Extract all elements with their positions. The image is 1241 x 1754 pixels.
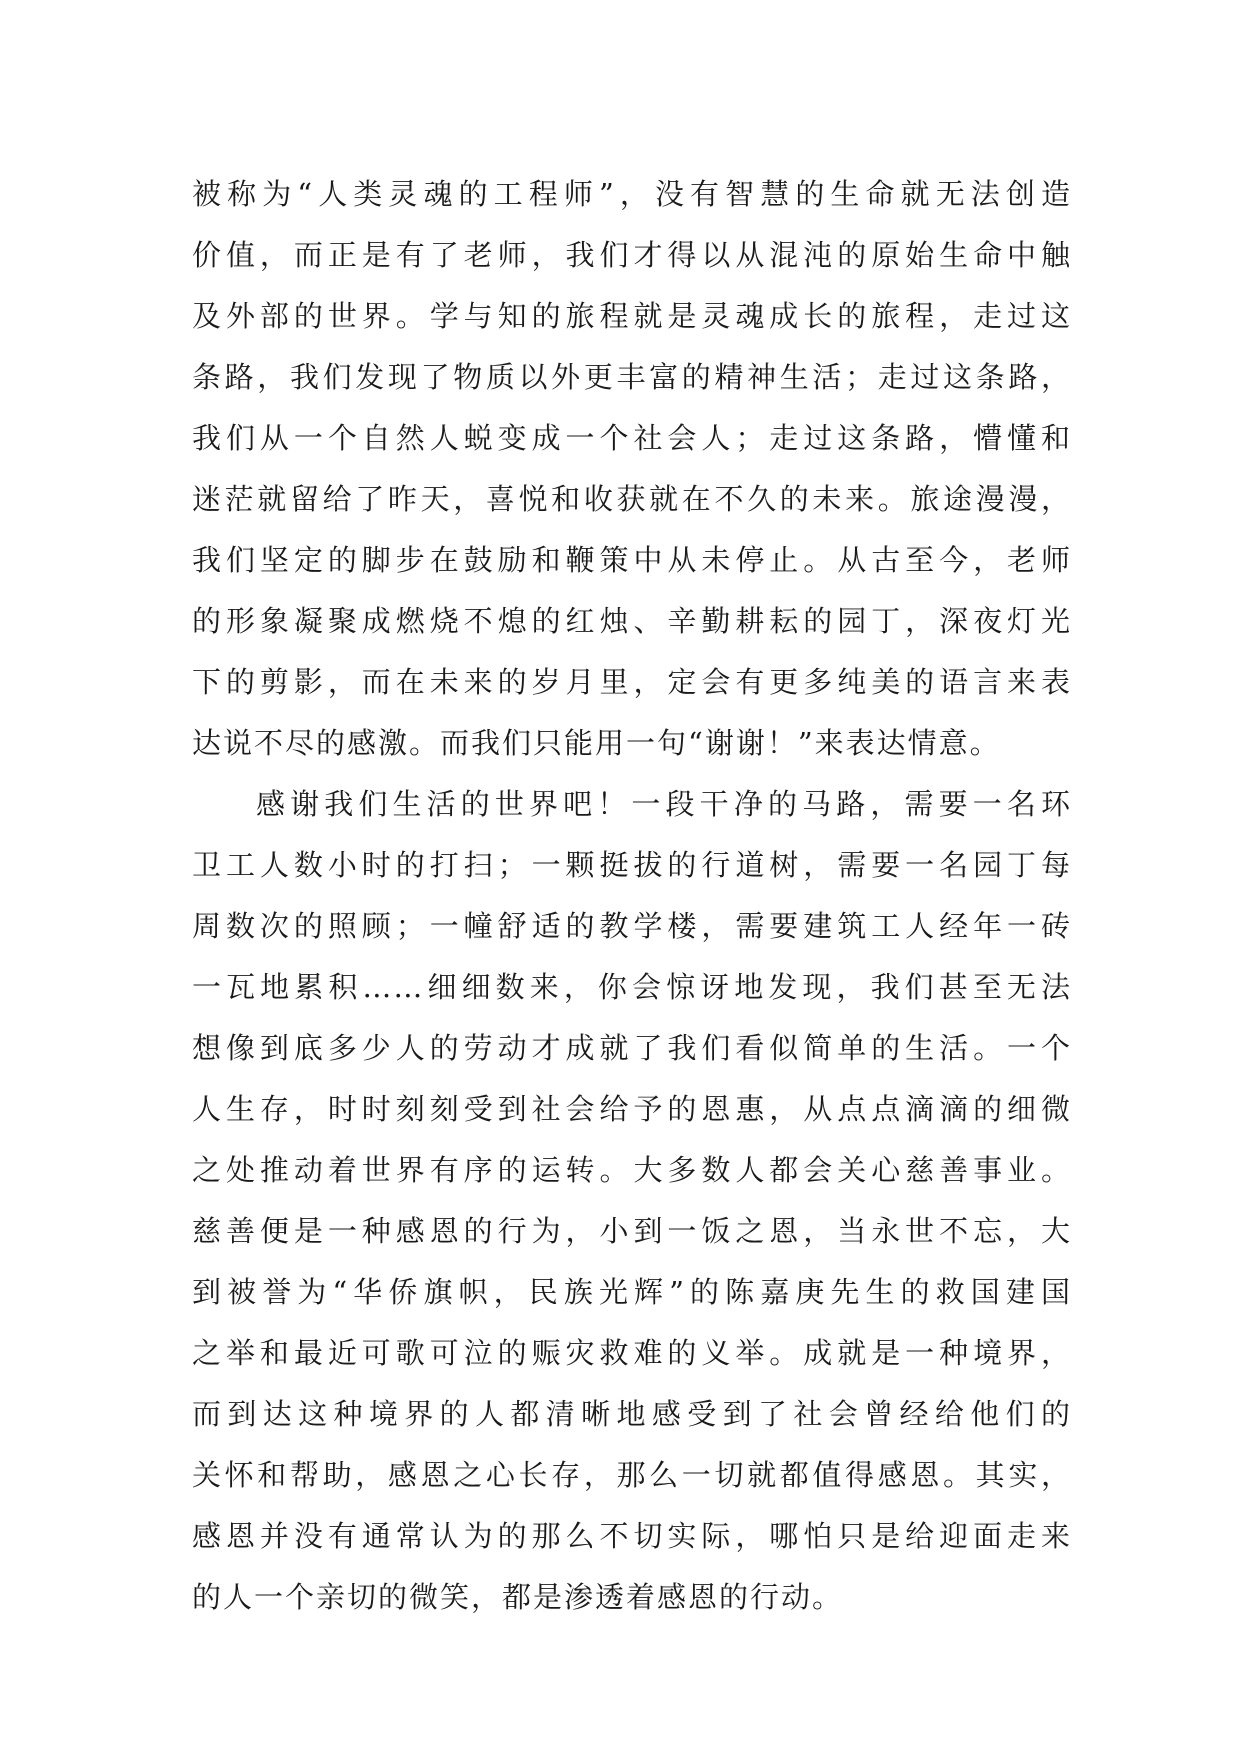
text-line: 关怀和帮助，感恩之心长存，那么一切就都值得感恩。其实， (192, 1458, 1072, 1492)
text-line: 我们坚定的脚步在鼓励和鞭策中从未停止。从古至今，老师 (192, 543, 1072, 577)
text-line: 慈善便是一种感恩的行为，小到一饭之恩，当永世不忘，大 (192, 1214, 1072, 1248)
text-line: 感恩并没有通常认为的那么不切实际，哪怕只是给迎面走来 (192, 1519, 1072, 1553)
text-line: 而到达这种境界的人都清晰地感受到了社会曾经给他们的 (192, 1397, 1072, 1431)
text-line: 之举和最近可歌可泣的赈灾救难的义举。成就是一种境界， (192, 1336, 1072, 1370)
text-line: 人生存，时时刻刻受到社会给予的恩惠，从点点滴滴的细微 (192, 1092, 1072, 1126)
text-line: 的形象凝聚成燃烧不熄的红烛、辛勤耕耘的园丁，深夜灯光 (192, 604, 1072, 638)
text-line: 达说不尽的感激。而我们只能用一句“谢谢！”来表达情意。 (192, 726, 1001, 760)
text-line: 周数次的照顾；一幢舒适的教学楼，需要建筑工人经年一砖 (192, 909, 1072, 943)
text-line: 想像到底多少人的劳动才成就了我们看似简单的生活。一个 (192, 1031, 1072, 1065)
body-text (192, 164, 1072, 1628)
text-line: 被称为“人类灵魂的工程师”，没有智慧的生命就无法创造 (192, 177, 1072, 211)
text-line: 卫工人数小时的打扫；一颗挺拔的行道树，需要一名园丁每 (192, 848, 1072, 882)
text-line: 我们从一个自然人蜕变成一个社会人；走过这条路，懵懂和 (192, 421, 1072, 455)
paragraph-start-line: 感谢我们生活的世界吧！一段干净的马路，需要一名环 (256, 787, 1072, 821)
text-line: 及外部的世界。学与知的旅程就是灵魂成长的旅程，走过这 (192, 299, 1072, 333)
text-line: 下的剪影，而在未来的岁月里，定会有更多纯美的语言来表 (192, 665, 1072, 699)
text-line: 到被誉为“华侨旗帜，民族光辉”的陈嘉庚先生的救国建国 (192, 1275, 1072, 1309)
text-line: 价值，而正是有了老师，我们才得以从混沌的原始生命中触 (192, 238, 1072, 272)
text-line: 之处推动着世界有序的运转。大多数人都会关心慈善事业。 (192, 1153, 1072, 1187)
text-line: 条路，我们发现了物质以外更丰富的精神生活；走过这条路， (192, 360, 1072, 394)
text-line: 迷茫就留给了昨天，喜悦和收获就在不久的未来。旅途漫漫， (192, 482, 1072, 516)
text-line: 一瓦地累积……细细数来，你会惊讶地发现，我们甚至无法 (192, 970, 1072, 1004)
text-line: 的人一个亲切的微笑，都是渗透着感恩的行动。 (192, 1580, 844, 1614)
